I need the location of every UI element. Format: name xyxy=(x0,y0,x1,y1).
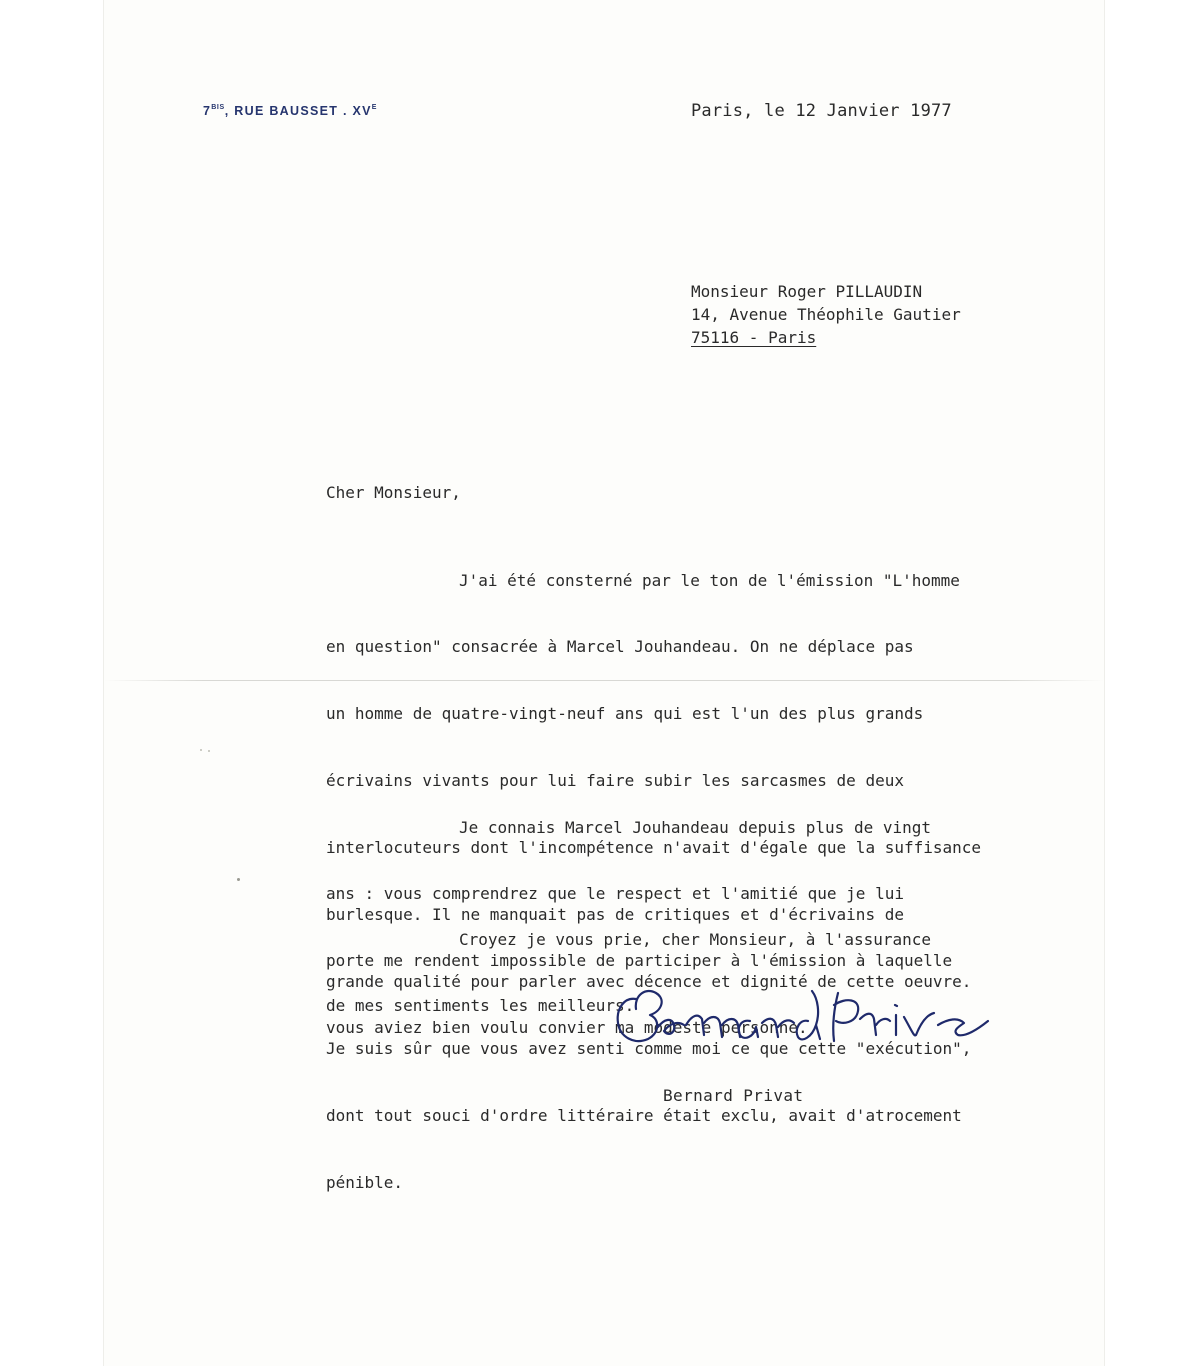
letterhead-number-suffix: BIS xyxy=(211,103,225,111)
signer-name: Bernard Privat xyxy=(663,1086,804,1105)
paragraph-line: Je suis sûr que vous avez senti comme moi ce que cette "exécution", xyxy=(326,1038,972,1058)
paragraph-line: Je connais Marcel Jouhandeau depuis plus de vingt xyxy=(459,817,932,837)
paragraph-line: de mes sentiments les meilleurs. xyxy=(326,996,635,1016)
handwritten-signature xyxy=(612,975,997,1065)
letterhead-address xyxy=(203,104,377,118)
paper-fold-line xyxy=(104,680,1104,681)
recipient-city: 75116 - Paris xyxy=(691,328,817,347)
date-line: Paris, le 12 Janvier 1977 xyxy=(691,101,952,121)
paragraph-line: porte me rendent impossible de participer à l'émission à laquelle xyxy=(326,951,953,971)
salutation: Cher Monsieur, xyxy=(326,483,461,502)
paragraph-line: J'ai été consterné par le ton de l'émission "L'homme xyxy=(459,570,960,590)
paragraph-line: vous aviez bien voulu convier ma modeste personne. xyxy=(326,1018,808,1038)
paragraph-line: burlesque. Il ne manquait pas de critiques et d'écrivains de xyxy=(326,905,904,925)
paragraph-line: en question" consacrée à Marcel Jouhandeau. On ne déplace pas xyxy=(326,637,914,657)
paper-speck xyxy=(208,750,210,752)
letterhead-arrondissement-suffix: E xyxy=(371,103,378,111)
paragraph-line: un homme de quatre-vingt-neuf ans qui est l'un des plus grands xyxy=(326,704,924,724)
letterhead-street: , RUE BAUSSET . XV xyxy=(224,104,372,118)
recipient-name: Monsieur Roger PILLAUDIN xyxy=(691,282,923,301)
paragraph-line: grande qualité pour parler avec décence et dignité de cette oeuvre. xyxy=(326,971,972,991)
recipient-street: 14, Avenue Théophile Gautier xyxy=(691,305,961,324)
paper-speck xyxy=(200,749,202,751)
paragraph-line: interlocuteurs dont l'incompétence n'avait d'égale que la suffisance xyxy=(326,838,982,858)
paper-speck xyxy=(237,878,240,881)
paragraph-line: ans : vous comprendrez que le respect et l'amitié que je lui xyxy=(326,884,904,904)
paragraph-line: pénible. xyxy=(326,1172,404,1192)
paragraph-line: écrivains vivants pour lui faire subir les sarcasmes de deux xyxy=(326,771,904,791)
paragraph-line: dont tout souci d'ordre littéraire était exclu, avait d'atrocement xyxy=(326,1105,962,1125)
letter-page xyxy=(103,0,1105,1366)
letterhead-number: 7 xyxy=(203,104,212,118)
paragraph-line: Croyez je vous prie, cher Monsieur, à l'assurance xyxy=(459,929,932,949)
